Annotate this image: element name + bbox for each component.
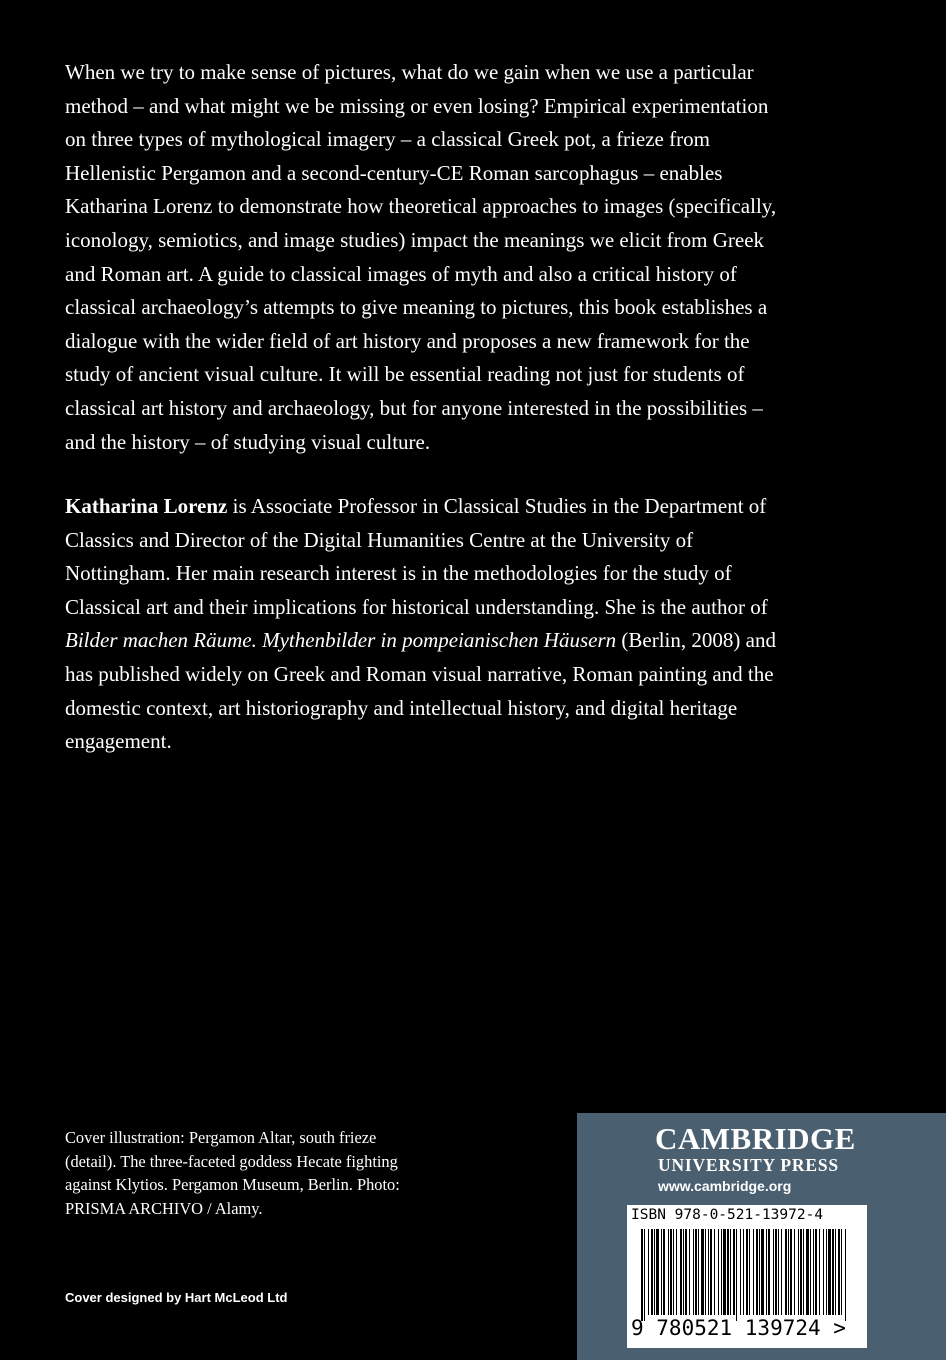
barcode-bar [733,1229,735,1315]
barcode-bar [673,1229,674,1315]
publisher-subname: UNIVERSITY PRESS [658,1155,839,1175]
publisher-name: CAMBRIDGE [655,1121,856,1156]
barcode-bar [689,1229,690,1315]
barcode-bar [813,1229,814,1315]
cover-illustration-caption: Cover illustration: Pergamon Altar, south frieze (detail). The three-faceted goddess Hecate fighting against Klytios. Pergamon Museum, Berlin. Photo: PRISMA ARCHIVO / Alamy. [65,1128,400,1218]
barcode-bar [721,1229,722,1315]
barcode-bar [803,1229,804,1315]
barcode-bar [644,1229,645,1321]
barcode-bar [761,1229,764,1315]
isbn-barcode [627,1205,867,1348]
barcode-bar [730,1229,731,1315]
barcode-bar [819,1229,820,1315]
barcode-bar [723,1229,726,1315]
barcode-bar [759,1229,760,1315]
barcode-bar [835,1229,836,1315]
barcode-bar [806,1229,809,1315]
author-book-title: Bilder machen Räume. Mythenbilder in pompeianischen Häusern [65,628,617,653]
barcode-bar [781,1229,782,1315]
barcode-bar [790,1229,792,1315]
barcode-bar [778,1229,779,1315]
barcode-bar [773,1229,774,1315]
barcode-digits: 9 780521 139724 > [631,1316,846,1340]
barcode-bar [693,1229,694,1315]
barcode-bar [785,1229,787,1315]
barcode-bar [815,1229,817,1315]
barcode-bar [651,1229,653,1315]
barcode-bar [798,1229,799,1315]
isbn-label: ISBN 978-0-521-13972-4 [631,1207,824,1223]
barcode-bar [788,1229,789,1315]
barcode-bar [794,1229,795,1315]
barcode-bar [768,1229,770,1315]
barcode-bar [701,1229,704,1315]
author-bio-text-2: (Berlin, 2008) and has published widely on Greek and Roman visual narrative, Roman painting and the domestic context, art historiography and intellectual history, and digital heritage engagement. [65,628,776,754]
barcode-bar [740,1229,741,1315]
barcode-bar [766,1229,767,1315]
barcode-bar [670,1229,672,1315]
barcode-bar [736,1229,737,1321]
barcode-bar [746,1229,748,1315]
barcode-bar [756,1229,758,1315]
barcode-bar [810,1229,811,1315]
cover-designer-credit: Cover designed by Hart McLeod Ltd [65,1290,288,1305]
barcode-bar [710,1229,712,1315]
barcode-bar [775,1229,777,1315]
barcode-bar [841,1229,842,1315]
barcode-bar [654,1229,655,1315]
author-bio [65,490,785,759]
barcode-bar [753,1229,754,1315]
barcode-bar [641,1229,643,1321]
barcode-bar [708,1229,709,1315]
barcode-bar [695,1229,697,1315]
barcode-bar [826,1229,827,1315]
barcode-bar [668,1229,669,1315]
barcode-bar [743,1229,744,1315]
barcode-bar [823,1229,824,1315]
barcode-bar [661,1229,662,1315]
barcode-bar [838,1229,840,1315]
publisher-url: www.cambridge.org [658,1178,792,1194]
barcode-bar [698,1229,699,1315]
barcode-bar [683,1229,684,1315]
barcode-bar [648,1229,649,1315]
barcode-bar [800,1229,802,1315]
barcode-bar [685,1229,687,1315]
book-blurb: When we try to make sense of pictures, what do we gain when we use a particular method – and what might we be missing or even losing? Empirical experimentation on three types of mythological imagery – a classical Greek pot, a frieze from Hellenistic Pergamon and a second-century-CE Roman sarcophagus – enables Katharina Lorenz to demonstrate how theoretical approaches to images (specifically, iconology, semiotics, and image studies) impact the meanings we elicit from Greek and Roman art. A guide to classical images of myth and also a critical history of classical archaeology’s attempts to give meaning to pictures, this book establishes a dialogue with the wider field of art history and proposes a new framework for the study of ancient visual culture. It will be essential reading not just for students of classical art history and archaeology, but for anyone interested in the possibilities – and the history – of studying visual culture. [65,60,777,454]
barcode-bar [832,1229,834,1315]
barcode-bar [727,1229,729,1315]
barcode-bar [705,1229,706,1315]
author-name: Katharina Lorenz [65,494,228,518]
barcode-bar [676,1229,677,1315]
author-bio-text-1: is Associate Professor in Classical Studies in the Department of Classics and Director of the Digital Humanities Centre at the University of Nottingham. Her main research interest is in the methodologies for the study of Classical art and their implications for historical understanding. She is the author of [65,494,768,619]
barcode-bar [714,1229,715,1315]
barcode-bar [656,1229,659,1315]
publisher-panel [577,1113,946,1360]
barcode-bar [828,1229,831,1315]
barcode-bar [680,1229,682,1315]
barcode-bar [749,1229,750,1315]
barcode-bar [718,1229,719,1315]
barcode-bar [663,1229,665,1315]
barcode-bar [845,1229,846,1321]
